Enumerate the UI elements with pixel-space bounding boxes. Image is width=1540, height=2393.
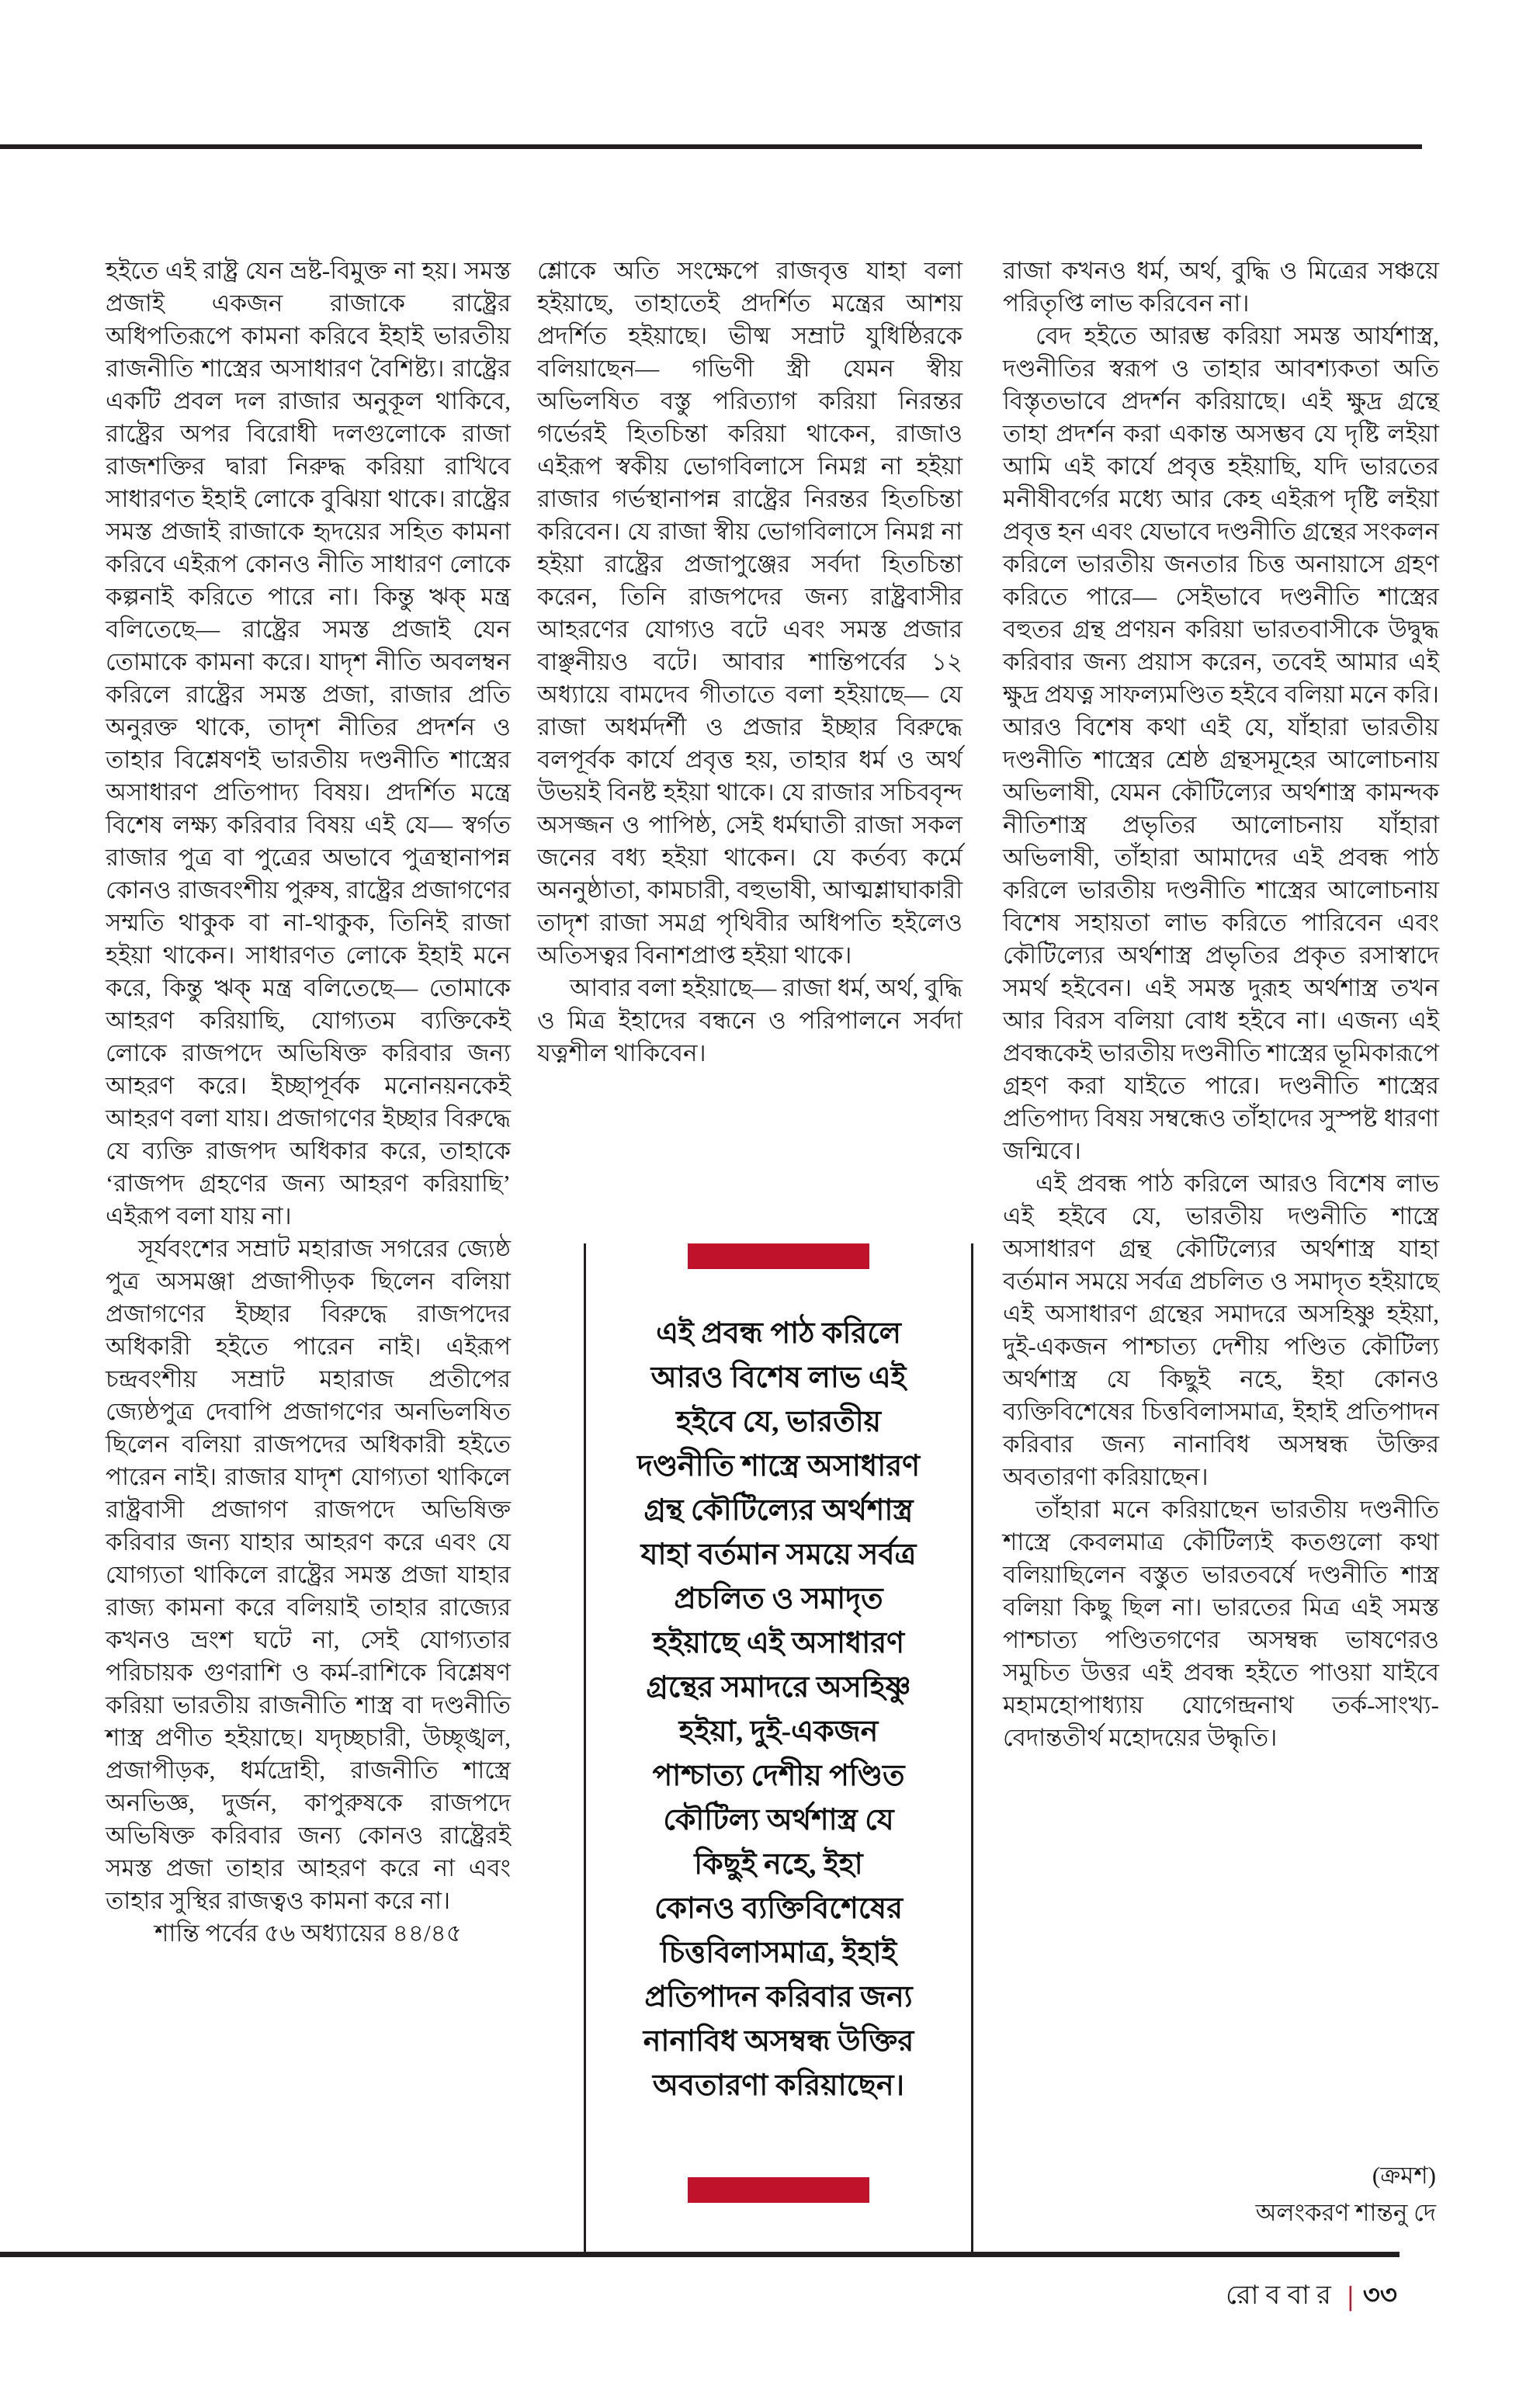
pull-quote-top-bar xyxy=(688,1243,869,1269)
pull-quote-line: আরও বিশেষ লাভ এই xyxy=(650,1361,907,1394)
pull-quote-line: কৌটিল্য অর্থশাস্ত্র যে xyxy=(663,1804,894,1836)
pull-quote-line: কোনও ব্যক্তিবিশেষের xyxy=(654,1892,904,1925)
illustration-credit: অলংকরণ শান্তনু দে xyxy=(1255,2199,1436,2226)
article-column-2 xyxy=(537,255,962,1070)
pull-quote-line: পাশ্চাত্য দেশীয় পণ্ডিত xyxy=(652,1760,905,1792)
pull-quote-line: প্রতিপাদন করিবার জন্য xyxy=(644,1981,913,2013)
column-1-paragraphs xyxy=(106,255,511,1917)
article-column-3 xyxy=(1003,255,1439,1754)
paragraph: রাজা কখনও ধর্ম, অর্থ, বুদ্ধি ও মিত্রের সঞ্চয়ে পরিতৃপ্তি লাভ করিবেন না। xyxy=(1003,257,1439,317)
page-footer xyxy=(1226,2280,1397,2311)
pull-quote-line: প্রচলিত ও সমাদৃত xyxy=(674,1583,883,1615)
pull-quote-text xyxy=(592,1312,965,2108)
footer-separator: | xyxy=(1347,2280,1354,2311)
pull-quote-line: এই প্রবন্ধ পাঠ করিলে xyxy=(656,1317,901,1350)
column-3-paragraphs xyxy=(1003,255,1439,1754)
paragraph: এই প্রবন্ধ পাঠ করিলে আরও বিশেষ লাভ এই হইবে যে, ভারতীয় দণ্ডনীতি শাস্ত্রে অসাধারণ গ্রন্থ কৌটিল্যের অর্থশাস্ত্র যাহা বর্তমান সময়ে সর্বত্র প্রচলিত ও সমাদৃত হইয়াছে এই অসাধারণ গ্রন্থের সমাদরে অসহিষ্ণু হইয়া, দুই-একজন পাশ্চাত্য দেশীয় পণ্ডিত কৌটিল্য অর্থশাস্ত্র যে কিছুই নহে, ইহা কোনও ব্যক্তিবিশেষের চিত্তবিলাসমাত্র, ইহাই প্রতিপাদন করিবার জন্য নানাবিধ অসম্বন্ধ উক্তির অবতারণা করিয়াছেন। xyxy=(1003,1170,1439,1490)
magazine-name: রোববার xyxy=(1226,2281,1338,2310)
column-2-paragraphs xyxy=(537,255,962,1070)
verse-citation: শান্তি পর্বের ৫৬ অধ্যায়ের ৪৪/৪৫ xyxy=(154,1920,462,1947)
paragraph: হইতে এই রাষ্ট্র যেন ভ্রষ্ট-বিমুক্ত না হয়। সমস্ত প্রজাই একজন রাজাকে রাষ্ট্রের অধিপতিরূপে কামনা করিবে ইহাই ভারতীয় রাজনীতি শাস্ত্রের অসাধারণ বৈশিষ্ট্য। রাষ্ট্রের একটি প্রবল দল রাজার অনুকূল থাকিবে, রাষ্ট্রের অপর বিরোধী দলগুলোকে রাজা রাজশক্তির দ্বারা নিরুদ্ধ করিয়া রাখিবে সাধারণত ইহাই লোকে বুঝিয়া থাকে। রাষ্ট্রের সমস্ত প্রজাই রাজাকে হৃদয়ের সহিত কামনা করিবে এইরূপ কোনও নীতি সাধারণ লোকে কল্পনাই করিতে পারে না। কিন্তু ঋক্ মন্ত্র বলিতেছে— রাষ্ট্রের সমস্ত প্রজাই যেন তোমাকে কামনা করে। যাদৃশ নীতি অবলম্বন করিলে রাষ্ট্রের সমস্ত প্রজা, রাজার প্রতি অনুরক্ত থাকে, তাদৃশ নীতির প্রদর্শন ও তাহার বিশ্লেষণই ভারতীয় দণ্ডনীতি শাস্ত্রের অসাধারণ প্রতিপাদ্য বিষয়। প্রদর্শিত মন্ত্রে বিশেষ লক্ষ্য করিবার বিষয় এই যে— স্বর্গত রাজার পুত্র বা পুত্রের অভাবে পুত্রস্থানাপন্ন কোনও রাজবংশীয় পুরুষ, রাষ্ট্রের প্রজাগণের সম্মতি থাকুক বা না-থাকুক, তিনিই রাজা হইয়া থাকেন। সাধারণত লোকে ইহাই মনে করে, কিন্তু ঋক্ মন্ত্র বলিতেছে— তোমাকে আহরণ করিয়াছি, যোগ্যতম ব্যক্তিকেই লোকে রাজপদে অভিষিক্ত করিবার জন্য আহরণ করে। ইচ্ছাপূর্বক মনোনয়নকেই আহরণ বলা যায়। প্রজাগণের ইচ্ছার বিরুদ্ধে যে ব্যক্তি রাজপদ অধিকার করে, তাহাকে ‘রাজপদ গ্রহণের জন্য আহরণ করিয়াছি’ এইরূপ বলা যায় না। xyxy=(106,257,511,1229)
top-rule xyxy=(0,144,1422,149)
pull-quote-line: চিত্তবিলাসমাত্র, ইহাই xyxy=(660,1937,897,1969)
pull-quote-bottom-bar xyxy=(688,2177,869,2203)
paragraph: সূর্যবংশের সম্রাট মহারাজ সগরের জ্যেষ্ঠ পুত্র অসমঞ্জা প্রজাপীড়ক ছিলেন বলিয়া প্রজাগণের ইচ্ছার বিরুদ্ধে রাজপদের অধিকারী হইতে পারেন নাই। এইরূপ চন্দ্রবংশীয় সম্রাট মহারাজ প্রতীপের জ্যেষ্ঠপুত্র দেবাপি প্রজাগণের অনভিলষিত ছিলেন বলিয়া রাজপদের অধিকারী হইতে পারেন নাই। রাজার যাদৃশ যোগ্যতা থাকিলে রাষ্ট্রবাসী প্রজাগণ রাজপদে অভিষিক্ত করিবার জন্য যাহার আহরণ করে এবং যে যোগ্যতা থাকিলে রাষ্ট্রের সমস্ত প্রজা যাহার রাজ্য কামনা করে বলিয়াই তাহার রাজ্যের কখনও ভ্রংশ ঘটে না, সেই যোগ্যতার পরিচায়ক গুণরাশি ও কর্ম-রাশিকে বিশ্লেষণ করিয়া ভারতীয় রাজনীতি শাস্ত্র বা দণ্ডনীতি শাস্ত্র প্রণীত হইয়াছে। যদৃচ্ছচারী, উচ্ছৃঙ্খল, প্রজাপীড়ক, ধর্মদ্রোহী, রাজনীতি শাস্ত্রে অনভিজ্ঞ, দুর্জন, কাপুরুষকে রাজপদে অভিষিক্ত করিবার জন্য কোনও রাষ্ট্রেরই সমস্ত প্রজা তাহার আহরণ করে না এবং তাহার সুস্থির রাজত্বও কামনা করে না। xyxy=(106,1235,511,1914)
page-number: ৩৩ xyxy=(1362,2281,1397,2310)
pull-quote-line: গ্রন্থের সমাদরে অসহিষ্ণু xyxy=(646,1671,911,1704)
pull-quote-line: নানাবিধ অসম্বন্ধ উক্তির xyxy=(643,2025,914,2058)
pull-quote-line: অবতারণা করিয়াছেন। xyxy=(652,2069,905,2102)
paragraph: তাঁহারা মনে করিয়াছেন ভারতীয় দণ্ডনীতি শাস্ত্রে কেবলমাত্র কৌটিল্যই কতগুলো কথা বলিয়াছিলেন বস্তুত ভারতবর্ষে দণ্ডনীতি শাস্ত্র বলিয়া কিছু ছিল না। ভারতের মিত্র এই সমস্ত পাশ্চাত্য পণ্ডিতগণের অসম্বন্ধ ভাষণেরও সমুচিত উত্তর এই প্রবন্ধ হইতে পাওয়া যাইবে মহামহোপাধ্যায় যোগেন্দ্রনাথ তর্ক-সাংখ্য-বেদান্ততীর্থ মহোদয়ের উদ্ধৃতি। xyxy=(1003,1496,1439,1751)
pull-quote-line: হইয়াছে এই অসাধারণ xyxy=(652,1627,905,1659)
bottom-rule xyxy=(0,2252,1400,2257)
pull-quote-line: কিছুই নহে, ইহা xyxy=(694,1848,863,1881)
continuation-marker: (ক্রমশ) xyxy=(1372,2162,1436,2189)
pull-quote-line: গ্রন্থ কৌটিল্যের অর্থশাস্ত্র xyxy=(643,1494,914,1527)
pull-quote-line: হইয়া, দুই-একজন xyxy=(678,1715,879,1748)
paragraph: বেদ হইতে আরম্ভ করিয়া সমস্ত আর্যশাস্ত্র, দণ্ডনীতির স্বরূপ ও তাহার আবশ্যকতা অতি বিস্তৃতভাবে প্রদর্শন করিয়াছে। এই ক্ষুদ্র গ্রন্থে তাহা প্রদর্শন করা একান্ত অসম্ভব যে দৃষ্টি লইয়া আমি এই কার্যে প্রবৃত্ত হইয়াছি, যদি ভারতের মনীষীবর্গের মধ্যে আর কেহ এইরূপ দৃষ্টি লইয়া প্রবৃত্ত হন এবং যেভাবে দণ্ডনীতি গ্রন্থের সংকলন করিলে ভারতীয় জনতার চিত্ত অনায়াসে গ্রহণ করিতে পারে— সেইভাবে দণ্ডনীতি শাস্ত্রের বহুতর গ্রন্থ প্রণয়ন করিয়া ভারতবাসীকে উদ্বুদ্ধ করিবার জন্য প্রয়াস করেন, তবেই আমার এই ক্ষুদ্র প্রযত্ন সাফল্যমণ্ডিত হইবে বলিয়া মনে করি। আরও বিশেষ কথা এই যে, যাঁহারা ভারতীয় দণ্ডনীতি শাস্ত্রের শ্রেষ্ঠ গ্রন্থসমূহের আলোচনায় অভিলাষী, যেমন কৌটিল্যের অর্থশাস্ত্র কামন্দক নীতিশাস্ত্র প্রভৃতির আলোচনায় যাঁহারা অভিলাষী, তাঁহারা আমাদের এই প্রবন্ধ পাঠ করিলে ভারতীয় দণ্ডনীতি শাস্ত্রের আলোচনায় বিশেষ সহায়তা লাভ করিতে পারিবেন এবং কৌটিল্যের অর্থশাস্ত্র প্রভৃতির প্রকৃত রসাস্বাদে সমর্থ হইবেন। এই সমস্ত দুরূহ অর্থশাস্ত্র তখন আর বিরস বলিয়া বোধ হইবে না। এজন্য এই প্রবন্ধকেই ভারতীয় দণ্ডনীতি শাস্ত্রের ভূমিকারূপে গ্রহণ করা যাইতে পারে। দণ্ডনীতি শাস্ত্রের প্রতিপাদ্য বিষয় সম্বন্ধেও তাঁহাদের সুস্পষ্ট ধারণা জন্মিবে। xyxy=(1003,322,1439,1164)
article-column-1 xyxy=(106,255,511,1950)
pull-quote-line: হইবে যে, ভারতীয় xyxy=(676,1406,881,1438)
paragraph: আবার বলা হইয়াছে— রাজা ধর্ম, অর্থ, বুদ্ধি ও মিত্র ইহাদের বন্ধনে ও পরিপালনে সর্বদা যত্নশীল থাকিবেন। xyxy=(537,974,962,1066)
pull-quote-line: দণ্ডনীতি শাস্ত্রে অসাধারণ xyxy=(636,1450,921,1483)
pull-quote-box xyxy=(584,1243,973,2252)
pull-quote-line: যাহা বর্তমান সময়ে সর্বত্র xyxy=(640,1538,917,1571)
paragraph: শ্লোকে অতি সংক্ষেপে রাজবৃত্ত যাহা বলা হইয়াছে, তাহাতেই প্রদর্শিত মন্ত্রের আশয় প্রদর্শিত হইয়াছে। ভীষ্ম সম্রাট যুধিষ্ঠিরকে বলিয়াছেন— গভিণী স্ত্রী যেমন স্বীয় অভিলষিত বস্তু পরিত্যাগ করিয়া নিরন্তর গর্ভেরই হিতচিন্তা করিয়া থাকেন, রাজাও এইরূপ স্বকীয় ভোগবিলাসে নিমগ্ন না হইয়া রাজার গর্ভস্থানাপন্ন রাষ্ট্রের নিরন্তর হিতচিন্তা করিবেন। যে রাজা স্বীয় ভোগবিলাসে নিমগ্ন না হইয়া রাষ্ট্রের প্রজাপুঞ্জের সর্বদা হিতচিন্তা করেন, তিনি রাজপদের জন্য রাষ্ট্রবাসীর আহরণের যোগ্যও বটে এবং সমস্ত প্রজার বাঞ্ছনীয়ও বটে। আবার শান্তিপর্বের ১২ অধ্যায়ে বামদেব গীতাতে বলা হইয়াছে— যে রাজা অধর্মদর্শী ও প্রজার ইচ্ছার বিরুদ্ধে বলপূর্বক কার্যে প্রবৃত্ত হয়, তাহার ধর্ম ও অর্থ উভয়ই বিনষ্ট হইয়া থাকে। যে রাজার সচিববৃন্দ অসজ্জন ও পাপিষ্ঠ, সেই ধর্মঘাতী রাজা সকল জনের বধ্য হইয়া থাকেন। যে কর্তব্য কর্মে অননুষ্ঠাতা, কামচারী, বহুভাষী, আত্মশ্লাঘাকারী তাদৃশ রাজা সমগ্র পৃথিবীর অধিপতি হইলেও অতিসত্বর বিনাশপ্রাপ্ত হইয়া থাকে। xyxy=(537,257,962,969)
